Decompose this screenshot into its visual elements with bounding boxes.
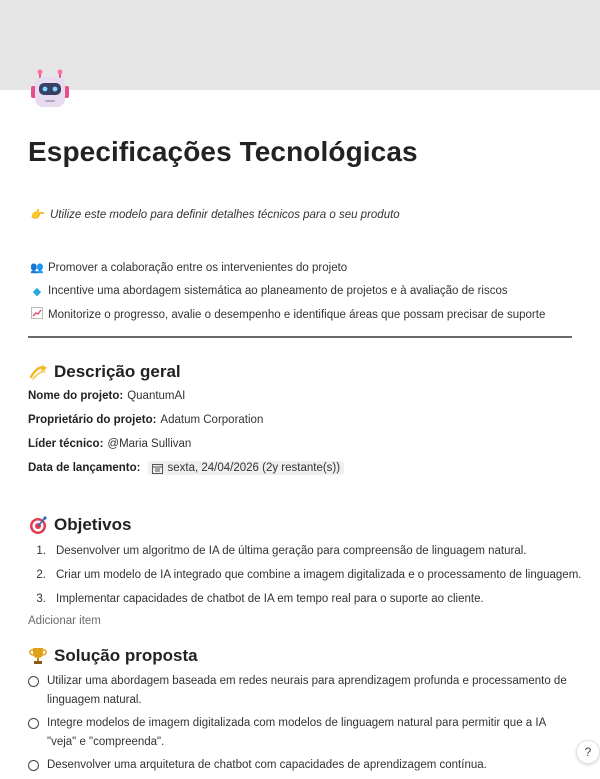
gem-icon: ◆ bbox=[32, 284, 42, 298]
add-item-button[interactable]: Adicionar item bbox=[28, 615, 101, 627]
list-item-text: Criar um modelo de IA integrado que combine a imagem digitalizada e o processamento de linguagem. bbox=[56, 569, 582, 581]
tech-lead-label: Líder técnico: bbox=[28, 438, 104, 450]
list-item-text: Promover a colaboração entre os intervenientes do projeto bbox=[48, 261, 348, 274]
list-item bbox=[30, 303, 575, 327]
list-item bbox=[28, 587, 588, 611]
divider bbox=[28, 336, 572, 338]
objectives-heading bbox=[28, 515, 131, 535]
list-item bbox=[28, 563, 588, 587]
project-name-field bbox=[28, 390, 185, 402]
list-item bbox=[28, 714, 573, 752]
pointing-hand-icon: 👉 bbox=[30, 208, 44, 221]
todo-checkbox[interactable] bbox=[28, 718, 39, 729]
bullet-list bbox=[30, 256, 575, 327]
owner-field bbox=[28, 414, 263, 426]
solution-heading bbox=[28, 646, 198, 666]
list-number: 2. bbox=[36, 569, 46, 581]
robot-icon[interactable] bbox=[28, 68, 72, 112]
page-title: Especificações Tecnológicas bbox=[28, 136, 418, 167]
target-icon bbox=[28, 515, 48, 535]
list-item bbox=[28, 756, 573, 775]
list-item bbox=[28, 672, 573, 710]
todo-checkbox[interactable] bbox=[28, 676, 39, 687]
trophy-icon bbox=[28, 646, 48, 666]
tech-lead-field bbox=[28, 438, 191, 450]
intro-text: Utilize este modelo para definir detalhes técnicos para o seu produto bbox=[50, 208, 400, 221]
overview-heading-text: Descrição geral bbox=[54, 362, 181, 381]
list-item bbox=[28, 539, 588, 563]
help-button[interactable]: ? bbox=[576, 740, 600, 764]
overview-heading bbox=[28, 362, 181, 382]
list-item bbox=[30, 256, 575, 280]
owner-label: Proprietário do projeto: bbox=[28, 414, 157, 426]
launch-date-value: sexta, 24/04/2026 (2y restante(s)) bbox=[167, 462, 341, 474]
todo-checkbox[interactable] bbox=[28, 760, 39, 771]
list-item-text: Monitorize o progresso, avalie o desempenho e identifique áreas que possam precisar de suporte bbox=[48, 308, 546, 321]
people-icon: 👥 bbox=[30, 261, 44, 275]
chart-up-icon bbox=[30, 307, 44, 322]
tech-lead-mention[interactable]: @Maria Sullivan bbox=[107, 438, 192, 450]
intro-callout bbox=[30, 208, 400, 221]
project-name-label: Nome do projeto: bbox=[28, 390, 124, 402]
list-item-text: Incentive uma abordagem sistemática ao planeamento de projetos e à avaliação de riscos bbox=[48, 285, 508, 298]
list-item-text: Integre modelos de imagem digitalizada com modelos de linguagem natural para permitir que a IA "veja" e "compreenda". bbox=[47, 717, 546, 748]
calendar-icon bbox=[152, 463, 163, 474]
launch-date-label: Data de lançamento: bbox=[28, 462, 141, 474]
list-item bbox=[30, 280, 575, 304]
owner-value: Adatum Corporation bbox=[160, 414, 264, 426]
list-item-text: Utilizar uma abordagem baseada em redes neurais para aprendizagem profunda e processamento de linguagem natural. bbox=[47, 675, 567, 706]
project-name-value: QuantumAI bbox=[127, 390, 186, 402]
list-item-text: Implementar capacidades de chatbot de IA em tempo real para o suporte ao cliente. bbox=[56, 593, 484, 605]
dizzy-icon bbox=[28, 362, 48, 382]
solution-list bbox=[28, 672, 573, 779]
list-number: 3. bbox=[36, 593, 46, 605]
objectives-list bbox=[28, 539, 588, 611]
launch-date-field bbox=[28, 461, 344, 475]
list-item-text: Desenvolver uma arquitetura de chatbot com capacidades de aprendizagem contínua. bbox=[47, 759, 487, 771]
objectives-heading-text: Objetivos bbox=[54, 515, 132, 534]
header-banner bbox=[0, 0, 600, 90]
list-item-text: Desenvolver um algoritmo de IA de última geração para compreensão de linguagem natural. bbox=[56, 545, 527, 557]
solution-heading-text: Solução proposta bbox=[54, 646, 198, 665]
launch-date-chip[interactable] bbox=[148, 461, 344, 475]
list-number: 1. bbox=[36, 545, 46, 557]
